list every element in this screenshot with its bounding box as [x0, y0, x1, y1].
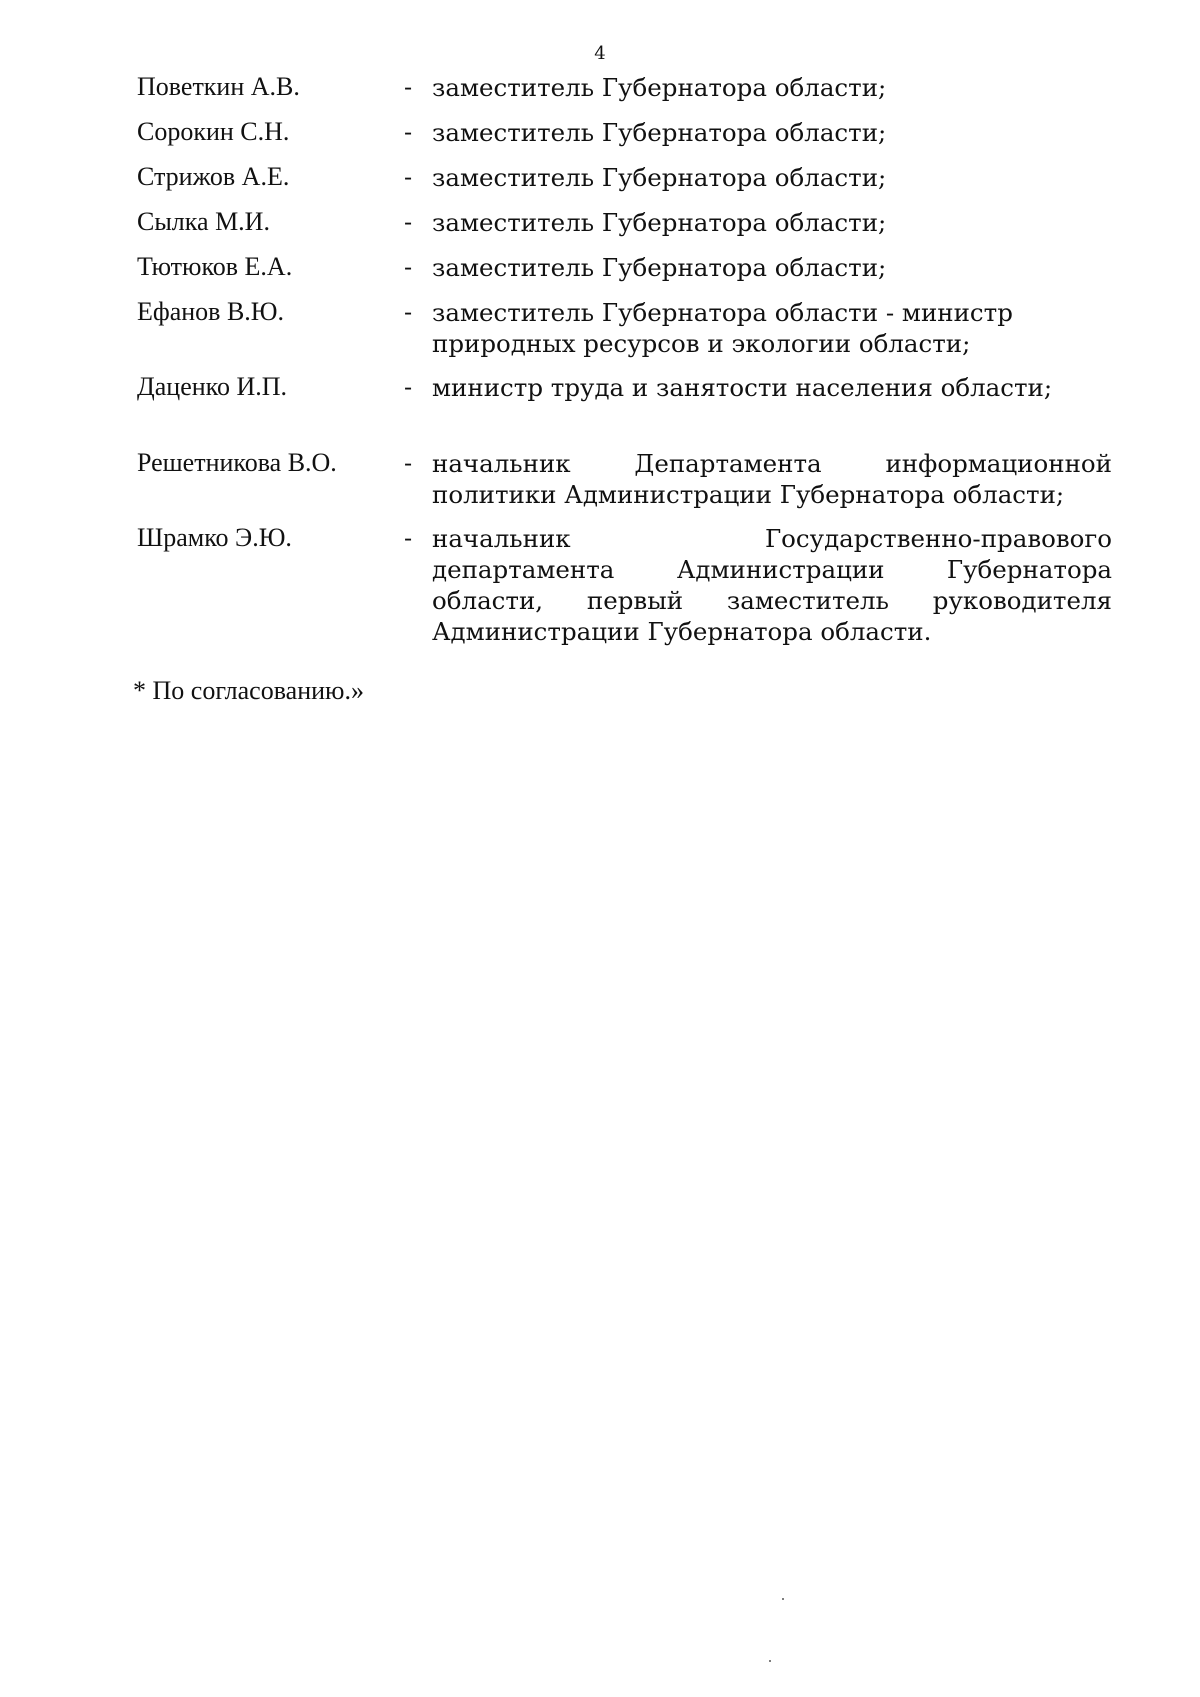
member-role: начальник Департамента информационной политики Администрации Губернатора области;: [432, 449, 1112, 509]
member-row: [137, 252, 1112, 297]
page-number: 4: [594, 43, 606, 64]
member-role: заместитель Губернатора области;: [432, 73, 887, 102]
member-name: Тютюков Е.А.: [137, 252, 293, 281]
scan-speck: [769, 1660, 771, 1662]
footnote: * По согласованию.»: [133, 676, 364, 705]
member-row: [137, 162, 1112, 207]
member-dash: -: [404, 163, 413, 191]
member-name: Решетникова В.О.: [137, 448, 337, 477]
member-role: заместитель Губернатора области;: [432, 253, 887, 282]
member-name: Даценко И.П.: [137, 372, 288, 401]
member-row: [137, 72, 1112, 117]
member-dash: -: [404, 373, 413, 401]
member-dash: -: [404, 118, 413, 146]
member-dash: -: [404, 208, 413, 236]
member-row: [137, 372, 1112, 448]
member-name: Сылка М.И.: [137, 207, 270, 236]
member-dash: -: [404, 253, 413, 281]
member-row: [137, 523, 1112, 656]
member-role: начальник Государственно-правового департамента Администрации Губернатора области, первый заместитель руководителя Администрации Губернатора области.: [432, 524, 1112, 646]
member-row: [137, 207, 1112, 252]
member-name: Шрамко Э.Ю.: [137, 523, 292, 552]
member-dash: -: [404, 73, 413, 101]
member-name: Стрижов А.Е.: [137, 162, 290, 191]
member-dash: -: [404, 449, 413, 477]
member-role: министр труда и занятости населения области;: [432, 373, 1053, 402]
member-role: заместитель Губернатора области - министр природных ресурсов и экологии области;: [432, 298, 1013, 358]
member-name: Сорокин С.Н.: [137, 117, 290, 146]
member-roster: [137, 72, 1112, 656]
member-role: заместитель Губернатора области;: [432, 118, 887, 147]
scan-speck: [782, 1598, 784, 1600]
member-dash: -: [404, 524, 413, 552]
member-role: заместитель Губернатора области;: [432, 208, 887, 237]
member-name: Поветкин А.В.: [137, 72, 300, 101]
member-row: [137, 297, 1112, 372]
member-row: [137, 117, 1112, 162]
member-dash: -: [404, 298, 413, 326]
member-role: заместитель Губернатора области;: [432, 163, 887, 192]
member-row: [137, 448, 1112, 523]
member-name: Ефанов В.Ю.: [137, 297, 285, 326]
